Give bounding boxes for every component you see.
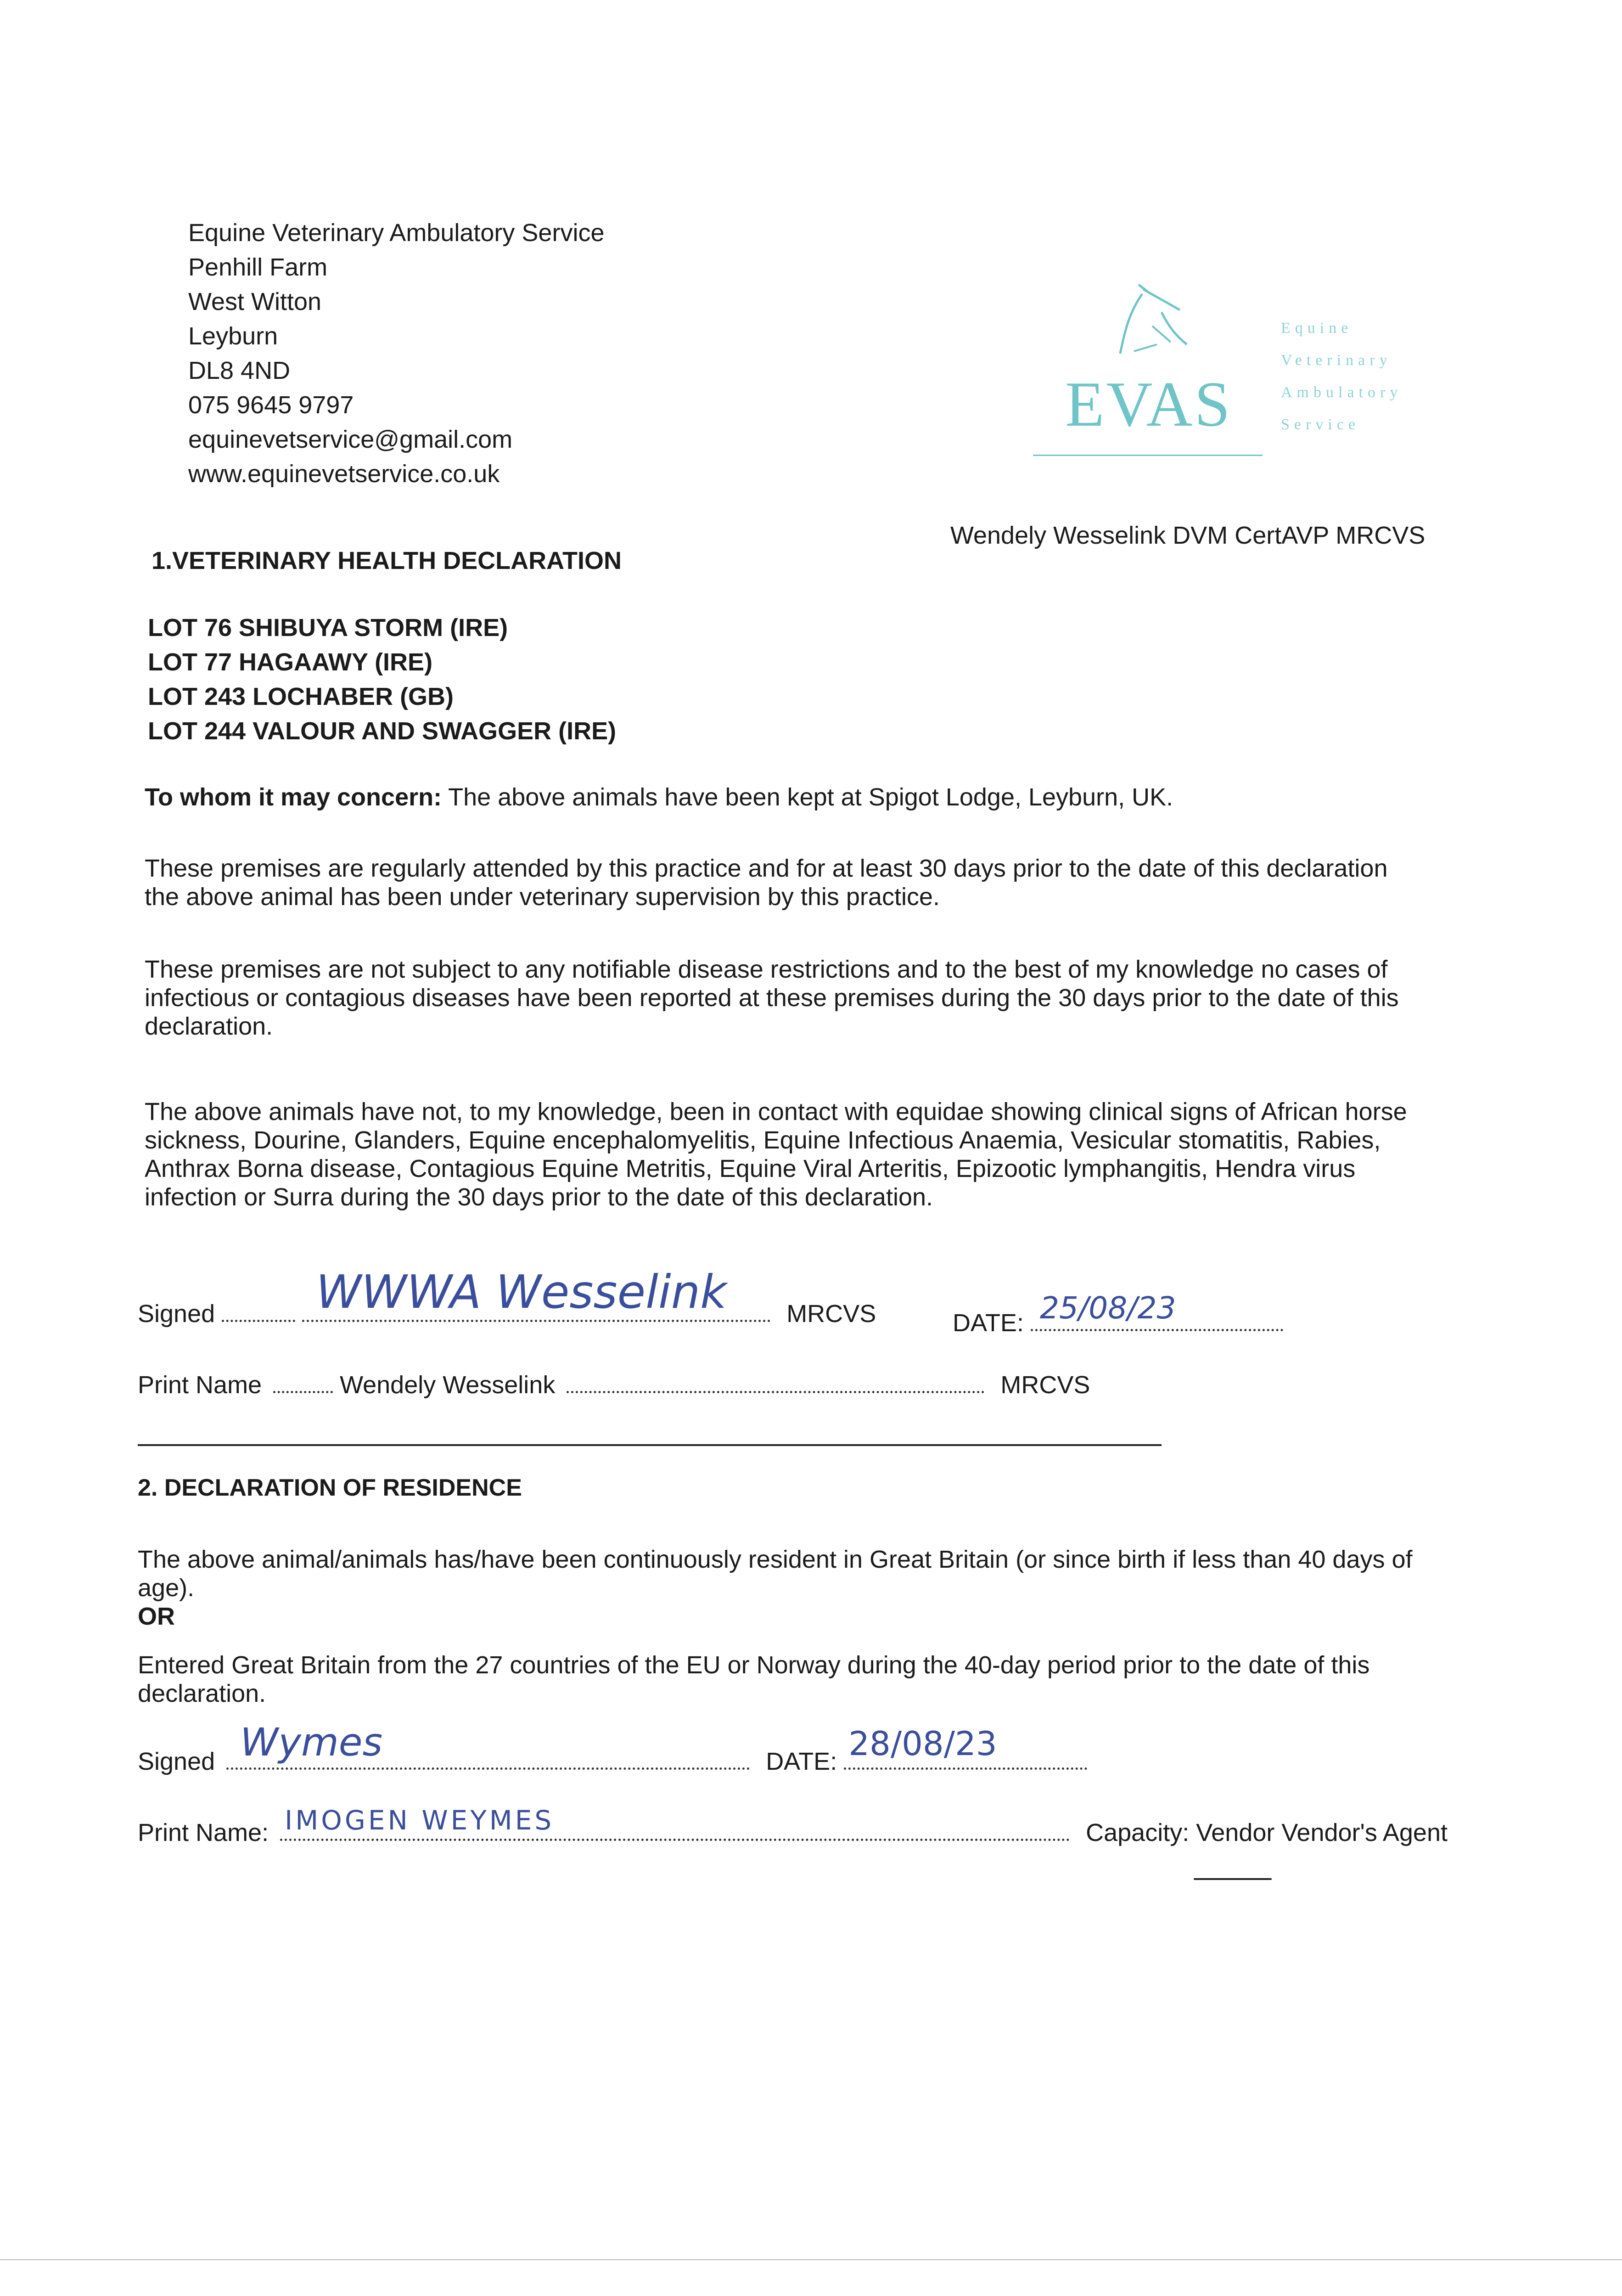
vet-date-row: [953, 1290, 1283, 1337]
date-label: DATE:: [766, 1748, 837, 1775]
vet-print-name: Wendely Wesselink: [340, 1371, 556, 1399]
vendor-signature-row: [138, 1720, 1087, 1776]
evas-logo: [1024, 276, 1437, 468]
entry-paragraph: Entered Great Britain from the 27 countries of the EU or Norway during the 40-day period prior to the date of this declaration.: [138, 1651, 1370, 1707]
scan-edge-line: [0, 2259, 1622, 2260]
restrictions-paragraph: These premises are not subject to any notifiable disease restrictions and to the best of my knowledge no cases of infectious or contagious diseases have been reported at these premises during the 30 days prior to the date of this declaration.: [145, 956, 1399, 1040]
concern-text: The above animals have been kept at Spigot Lodge, Leyburn, UK.: [442, 783, 1173, 811]
lot-list: [148, 611, 616, 748]
concern-label: To whom it may concern:: [145, 783, 442, 811]
vet-date: 25/08/23: [1040, 1290, 1176, 1326]
signed-label: Signed: [138, 1748, 215, 1775]
practice-phone: 075 9645 9797: [188, 391, 354, 419]
disease-contact-paragraph: The above animals have not, to my knowledge, been in contact with equidae showing clinical signs of African horse sickness, Dourine, Glanders, Equine encephalomyelitis, Equine Infectious Anaemia, Vesicular stomatitis, Rabies, Anthrax Borna disease, Contagious Equine Metritis, Equine Viral Arteritis, Epizootic lymphangitis, Hendra virus infection or Surra during the 30 days prior to the date of this declaration.: [145, 1098, 1407, 1211]
concern-paragraph: [145, 783, 1485, 811]
date-label: DATE:: [953, 1309, 1024, 1337]
section2-heading: 2. DECLARATION OF RESIDENCE: [138, 1474, 522, 1501]
logo-underline: [1033, 455, 1263, 456]
capacity-selection-mark: [1194, 1878, 1272, 1880]
supervision-paragraph: These premises are regularly attended by this practice and for at least 30 days prior to the date of this declaration the above animal has been under veterinary supervision by this practice.: [145, 855, 1388, 911]
logo-wordmark: EVAS: [1065, 369, 1232, 440]
horse-head-icon: [1088, 276, 1207, 367]
address-postcode: DL8 4ND: [188, 357, 291, 384]
vet-print-name-row: [138, 1371, 1090, 1399]
mrcvs-label: MRCVS: [786, 1300, 876, 1328]
section-divider: [138, 1444, 1162, 1446]
lot-item: LOT 244 VALOUR AND SWAGGER (IRE): [148, 717, 617, 745]
practice-address: [188, 216, 604, 491]
capacity-label: Capacity: Vendor Vendor's Agent: [1086, 1819, 1448, 1846]
vet-signature-row: [138, 1265, 876, 1328]
vendor-date: 28/08/23: [848, 1724, 997, 1763]
vet-signature: WWWA Wesselink: [316, 1265, 727, 1319]
print-name-label: Print Name:: [138, 1819, 269, 1846]
vendor-print-name-row: [138, 1805, 1448, 1847]
print-name-label: Print Name: [138, 1371, 262, 1399]
address-line-3: Leyburn: [188, 322, 278, 350]
lot-item: LOT 243 LOCHABER (GB): [148, 683, 454, 710]
vendor-signature: Wymes: [240, 1720, 383, 1765]
practice-name: Equine Veterinary Ambulatory Service: [188, 219, 605, 247]
practice-email: equinevetservice@gmail.com: [188, 426, 513, 453]
address-line-2: West Witton: [188, 288, 322, 315]
vet-credentials: Wendely Wesselink DVM CertAVP MRCVS: [950, 522, 1426, 549]
practice-website: www.equinevetservice.co.uk: [188, 460, 500, 488]
section1-heading: 1.VETERINARY HEALTH DECLARATION: [152, 547, 622, 574]
address-line-1: Penhill Farm: [188, 253, 328, 281]
lot-item: LOT 76 SHIBUYA STORM (IRE): [148, 614, 508, 642]
signed-label: Signed: [138, 1300, 215, 1328]
lot-item: LOT 77 HAGAAWY (IRE): [148, 648, 433, 676]
print-mrcvs-label: MRCVS: [1000, 1371, 1090, 1399]
residence-paragraph: The above animal/animals has/have been continuously resident in Great Britain (or since birth if less than 40 days of age). OR: [138, 1545, 1478, 1631]
vendor-print-name: IMOGEN WEYMES: [285, 1805, 555, 1836]
or-label: OR: [138, 1603, 175, 1630]
logo-subtitle: Equine Veterinary Ambulatory Service: [1281, 320, 1403, 433]
